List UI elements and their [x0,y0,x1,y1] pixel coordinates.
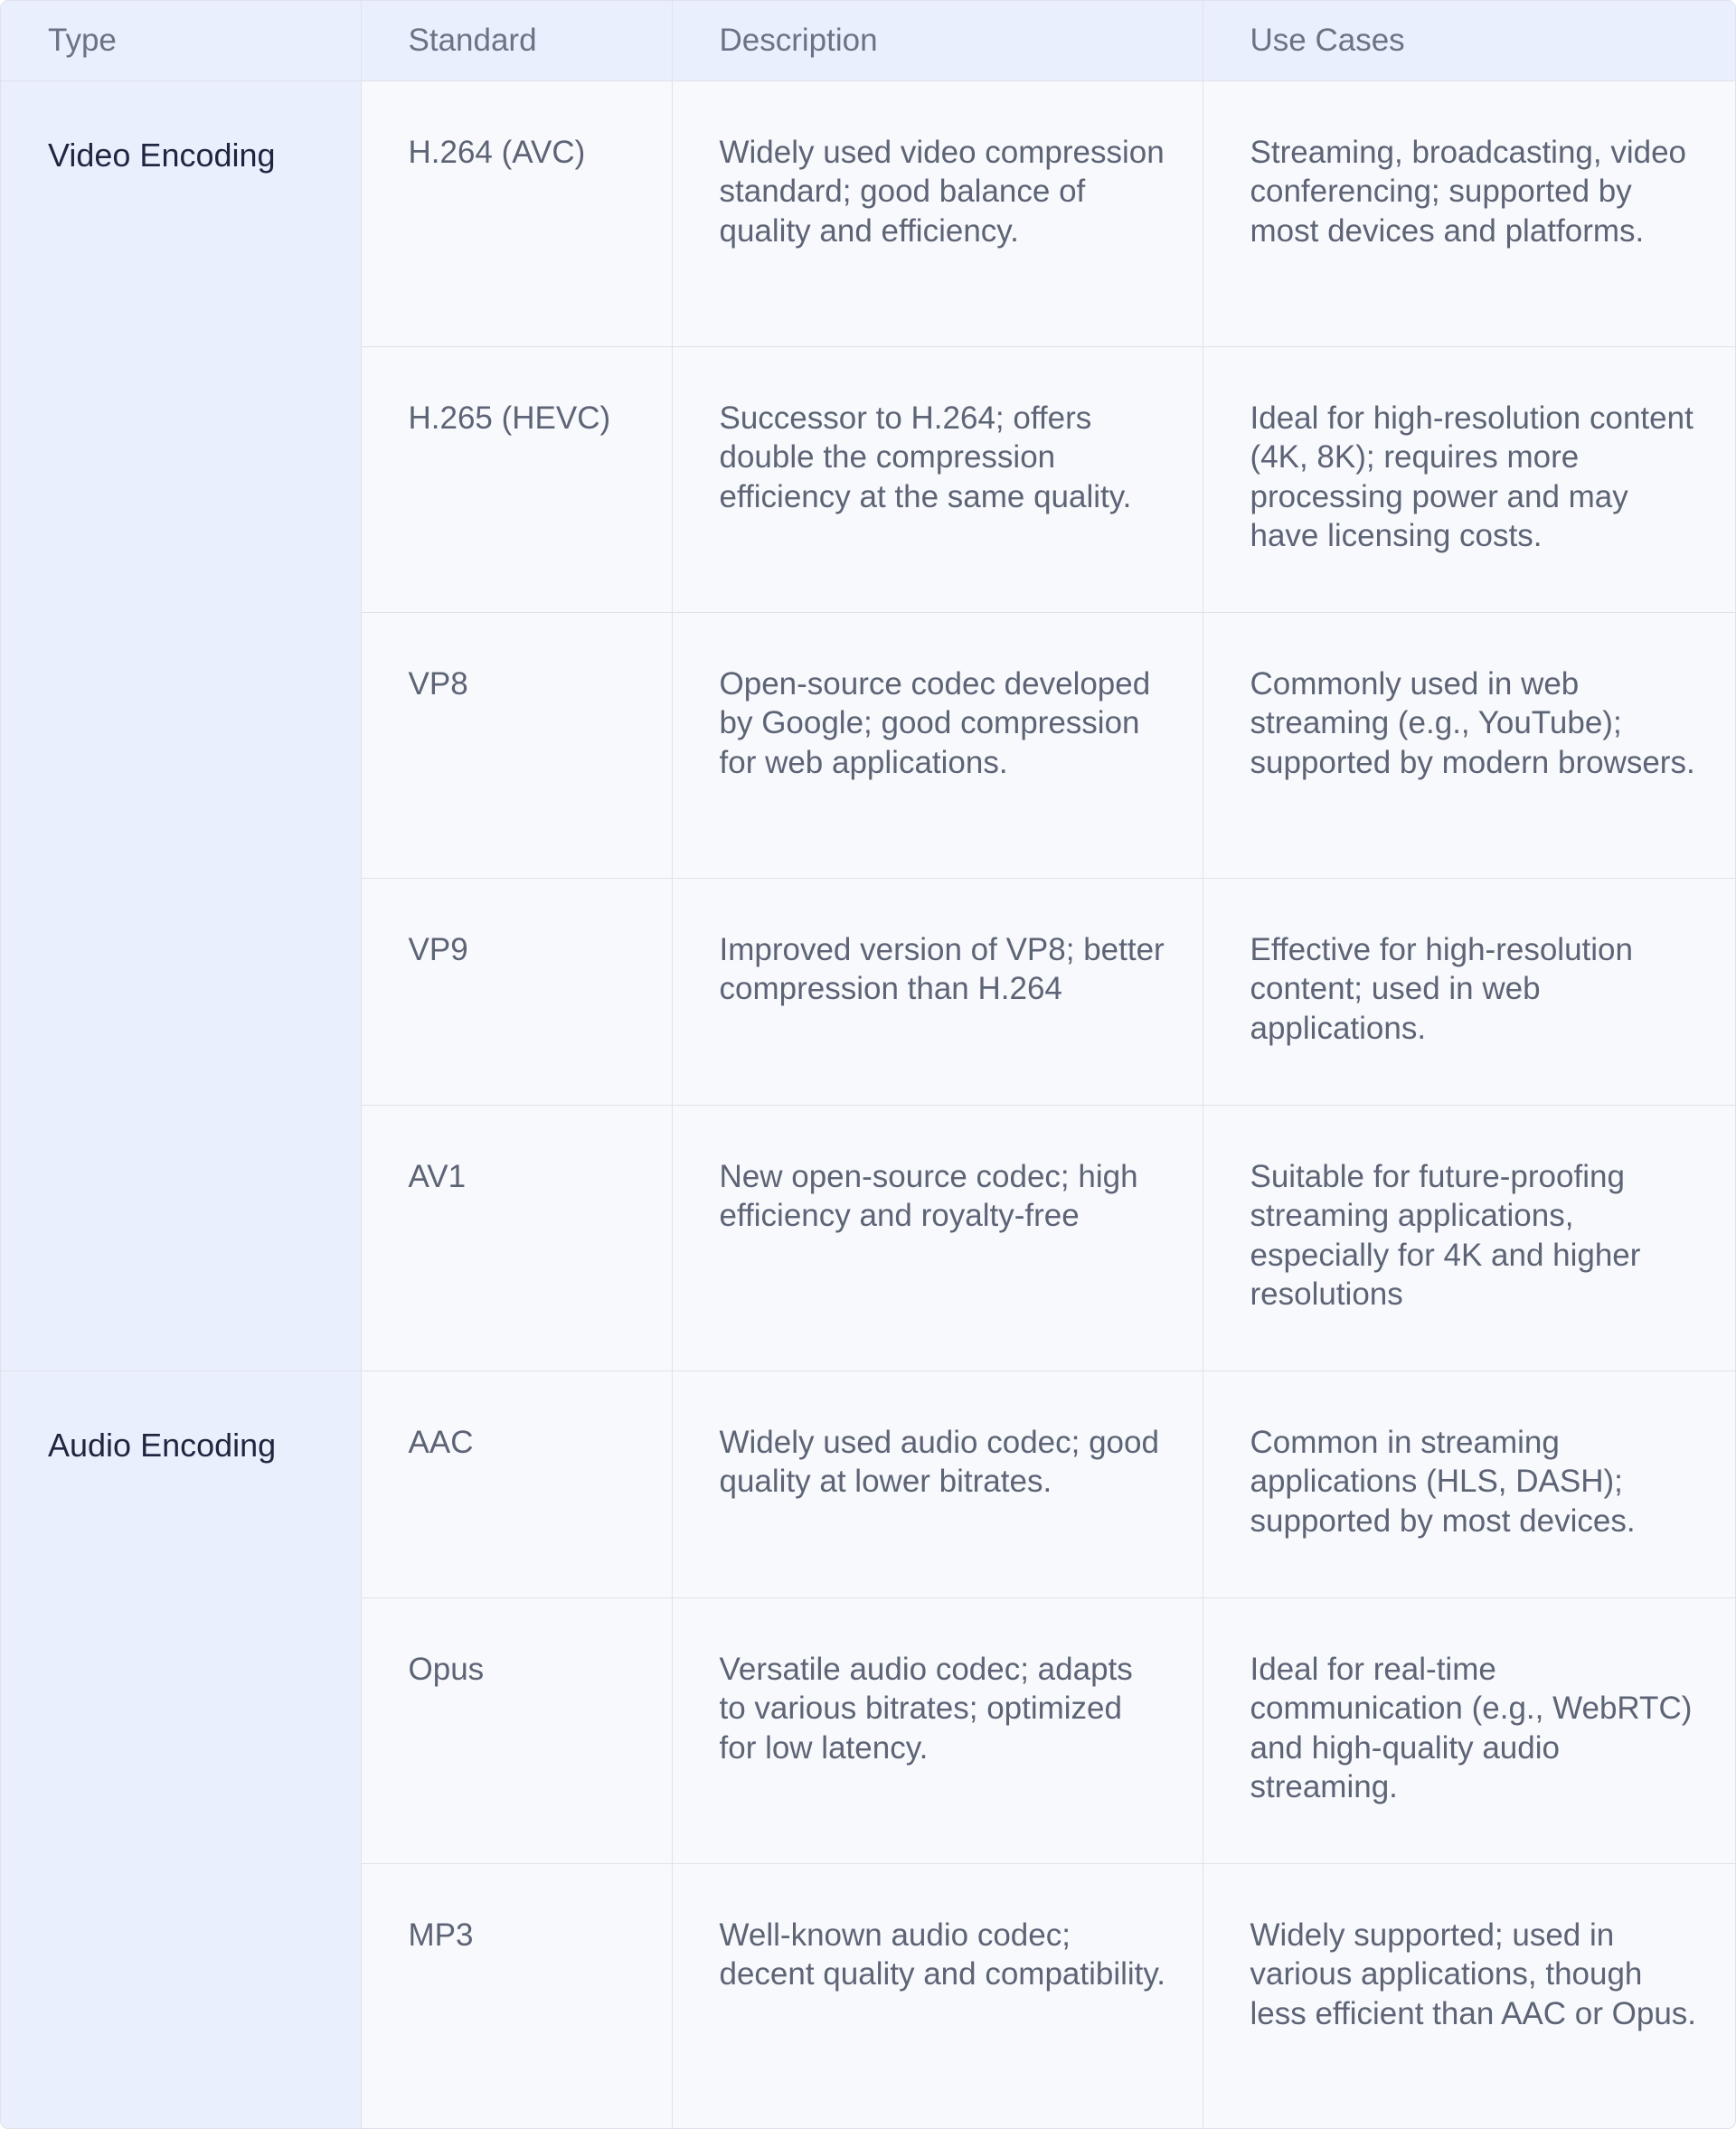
standard-cell: AV1 [361,1105,672,1371]
use-cases-cell: Effective for high-resolution content; used in web applications. [1203,878,1735,1105]
standard-cell: MP3 [361,1863,672,2129]
standard-cell: Opus [361,1597,672,1863]
standard-cell: VP8 [361,612,672,878]
standard-cell: H.264 (AVC) [361,80,672,346]
header-use-cases: Use Cases [1203,1,1735,80]
description-cell: Widely used video compression standard; good balance of quality and efficiency. [672,80,1203,346]
use-cases-cell: Ideal for real-time communication (e.g., WebRTC) and high-quality audio streaming. [1203,1597,1735,1863]
standard-cell: VP9 [361,878,672,1105]
description-cell: Improved version of VP8; better compression than H.264 [672,878,1203,1105]
header-type: Type [1,1,361,80]
table-header-row [1,1,1735,80]
use-cases-cell: Suitable for future-proofing streaming applications, especially for 4K and higher resolutions [1203,1105,1735,1371]
standard-cell: AAC [361,1371,672,1597]
standard-cell: H.265 (HEVC) [361,346,672,612]
table-row [1,80,1735,346]
description-cell: Successor to H.264; offers double the compression efficiency at the same quality. [672,346,1203,612]
description-cell: Versatile audio codec; adapts to various bitrates; optimized for low latency. [672,1597,1203,1863]
description-cell: New open-source codec; high efficiency and royalty-free [672,1105,1203,1371]
description-cell: Widely used audio codec; good quality at lower bitrates. [672,1371,1203,1597]
description-cell: Open-source codec developed by Google; good compression for web applications. [672,612,1203,878]
use-cases-cell: Commonly used in web streaming (e.g., YouTube); supported by modern browsers. [1203,612,1735,878]
type-cell-audio: Audio Encoding [1,1371,361,2129]
table-row [1,1371,1735,1597]
use-cases-cell: Ideal for high-resolution content (4K, 8K); requires more processing power and may have licensing costs. [1203,346,1735,612]
use-cases-cell: Widely supported; used in various applications, though less efficient than AAC or Opus. [1250,1917,1697,2031]
header-description: Description [672,1,1203,80]
table [1,1,1735,2129]
type-cell-video: Video Encoding [1,80,361,1371]
use-cases-cell: Common in streaming applications (HLS, DASH); supported by most devices. [1203,1371,1735,1597]
description-cell: Well-known audio codec; decent quality and compatibility. [672,1863,1203,2129]
use-cases-cell: Streaming, broadcasting, video conferencing; supported by most devices and platforms. [1203,80,1735,346]
header-standard: Standard [361,1,672,80]
